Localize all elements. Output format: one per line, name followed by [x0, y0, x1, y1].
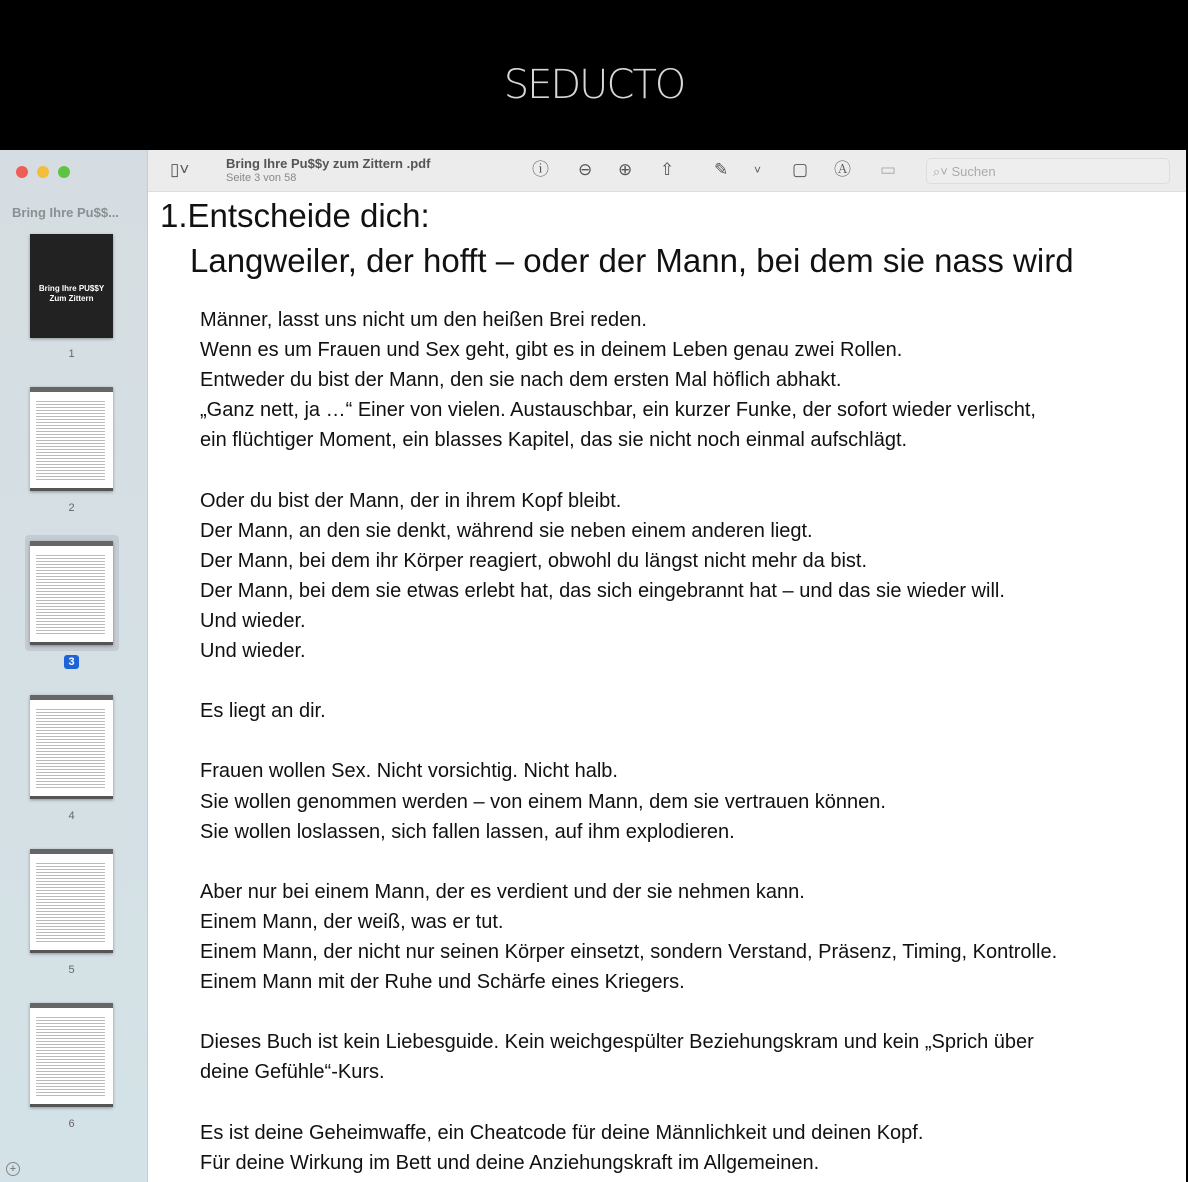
text-line: [200, 455, 1057, 485]
close-button[interactable]: [16, 166, 28, 178]
document-title: Bring Ihre Pu$$y zum Zittern .pdf: [226, 156, 431, 171]
page-number: 5: [68, 964, 75, 976]
text-line: Aber nur bei einem Mann, der es verdient und der sie nehmen kann.: [200, 880, 805, 903]
search-placeholder: Suchen: [951, 164, 996, 179]
thumbnail-page-2[interactable]: [30, 387, 113, 491]
selected-page-badge: 3: [64, 655, 78, 669]
text-line: Dieses Buch ist kein Liebesguide. Kein weichgespülter Beziehungskram und kein „Sprich über: [200, 1031, 1034, 1054]
text-line: Frauen wollen Sex. Nicht vorsichtig. Nicht halb.: [200, 760, 618, 783]
add-icon[interactable]: +: [6, 1162, 20, 1176]
chevron-down-icon[interactable]: ˅: [754, 163, 762, 177]
cover-text: Bring Ihre PU$$Y Zum Zittern: [38, 284, 105, 303]
share-icon[interactable]: ⇧: [660, 160, 675, 179]
preview-window: [0, 150, 1186, 1182]
chapter-heading: 1.Entscheide dich:: [160, 197, 430, 234]
highlight-pen-icon[interactable]: ✎: [714, 160, 729, 179]
text-line: [200, 1087, 1057, 1117]
text-line: deine Gefühle“-Kurs.: [200, 1061, 385, 1084]
zoom-in-icon[interactable]: ⊕: [618, 160, 633, 179]
page-number: 4: [68, 810, 75, 822]
form-fill-icon[interactable]: ▭: [880, 160, 897, 179]
markup-icon[interactable]: Ⓐ: [834, 160, 851, 179]
text-line: Es liegt an dir.: [200, 700, 326, 723]
toolbar: [148, 150, 1186, 192]
thumbnail-page-5[interactable]: [30, 849, 113, 953]
text-line: Für deine Wirkung im Bett und deine Anziehungskraft im Allgemeinen.: [200, 1151, 820, 1174]
brand-logo: SEDUCTO: [503, 62, 685, 108]
minimize-button[interactable]: [37, 166, 49, 178]
text-line: [200, 726, 1057, 756]
text-line: Einem Mann, der nicht nur seinen Körper einsetzt, sondern Verstand, Präsenz, Timing, Kontrolle.: [200, 940, 1058, 963]
text-line: ein flüchtiger Moment, ein blasses Kapitel, das sie nicht noch einmal aufschlägt.: [200, 429, 908, 452]
text-line: Sie wollen loslassen, sich fallen lassen, auf ihm explodieren.: [200, 820, 735, 843]
text-line: Der Mann, bei dem sie etwas erlebt hat, das sich eingebrannt hat – und das sie wieder will.: [200, 579, 1005, 602]
thumbnail-page-3[interactable]: [30, 541, 113, 645]
text-line: Und wieder.: [200, 609, 306, 632]
text-line: Sie wollen genommen werden – von einem Mann, dem sie vertrauen können.: [200, 790, 886, 813]
text-line: [200, 997, 1057, 1027]
thumbnail-page-4[interactable]: [30, 695, 113, 799]
thumbnail-page-6[interactable]: [30, 1003, 113, 1107]
page-body: [200, 305, 1057, 1178]
page-number: 1: [68, 348, 75, 360]
text-line: Wenn es um Frauen und Sex geht, gibt es in deinem Leben genau zwei Rollen.: [200, 339, 903, 362]
page-indicator: Seite 3 von 58: [226, 172, 297, 184]
zoom-out-icon[interactable]: ⊖: [578, 160, 593, 179]
search-icon: ⌕˅: [933, 164, 952, 179]
page-number-selected: [0, 656, 143, 668]
thumbnail-sidebar: [0, 150, 148, 1182]
window-controls: [16, 166, 70, 178]
sidebar-toggle-icon[interactable]: ▯˅: [170, 160, 190, 179]
text-line: „Ganz nett, ja …“ Einer von vielen. Austauschbar, ein kurzer Funke, der sofort wieder verlischt,: [200, 399, 1036, 422]
pdf-page: [148, 192, 1186, 1182]
thumbnail-page-1[interactable]: [30, 234, 113, 338]
page-number: 6: [68, 1118, 75, 1130]
text-line: Entweder du bist der Mann, den sie nach dem ersten Mal höflich abhakt.: [200, 369, 842, 392]
text-line: Es ist deine Geheimwaffe, ein Cheatcode für deine Männlichkeit und deinen Kopf.: [200, 1121, 924, 1144]
text-line: Einem Mann, der weiß, was er tut.: [200, 910, 504, 933]
text-line: Der Mann, an den sie denkt, während sie neben einem anderen liegt.: [200, 519, 813, 542]
text-line: Einem Mann mit der Ruhe und Schärfe eines Kriegers.: [200, 971, 685, 994]
page-number: 2: [68, 502, 75, 514]
text-line: Und wieder.: [200, 640, 306, 663]
info-icon[interactable]: ⓘ: [532, 160, 549, 179]
zoom-button[interactable]: [58, 166, 70, 178]
text-line: Oder du bist der Mann, der in ihrem Kopf bleibt.: [200, 489, 622, 512]
chapter-subheading: Langweiler, der hofft – oder der Mann, bei dem sie nass wird: [190, 242, 1074, 279]
text-line: [200, 847, 1057, 877]
sidebar-title: Bring Ihre Pu$$...: [12, 205, 119, 220]
banner: [0, 0, 1188, 150]
search-input[interactable]: [926, 158, 1170, 184]
text-line: Der Mann, bei dem ihr Körper reagiert, obwohl du längst nicht mehr da bist.: [200, 549, 868, 572]
text-line: Männer, lasst uns nicht um den heißen Brei reden.: [200, 309, 647, 331]
rotate-icon[interactable]: ▢: [792, 160, 809, 179]
text-line: [200, 666, 1057, 696]
